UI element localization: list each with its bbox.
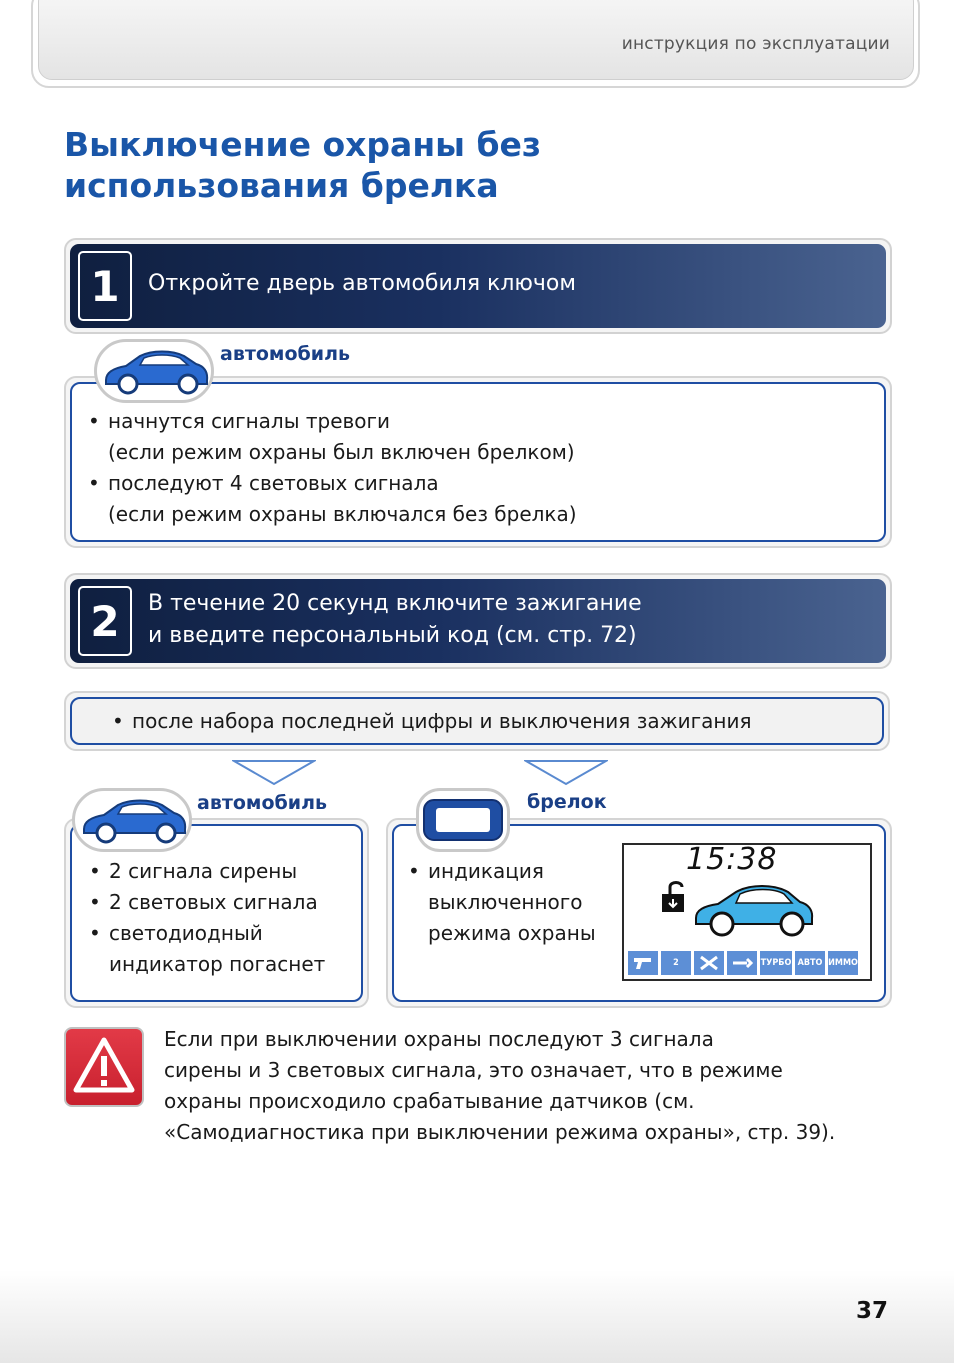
zone2-icon: 2 — [661, 951, 691, 975]
unlock-icon — [660, 878, 694, 914]
fob-box-list — [408, 856, 596, 949]
warning-text: Если при выключении охраны последуют 3 сигнала сирены и 3 световых сигнала, это означает, что в режиме охраны происходило срабатывание датчиков (см. «Самодиагностика при выключении режима охраны», стр. 39). — [164, 1027, 836, 1144]
list-item: • светодиодный индикатор погаснет — [89, 918, 325, 980]
step2-number: 2 — [78, 586, 132, 656]
condition-list — [112, 706, 751, 737]
page-title-line1: Выключение охраны без — [64, 125, 542, 164]
turbo-indicator: ТУРБО — [760, 951, 792, 975]
step1-number: 1 — [78, 251, 132, 321]
list-item: • индикация выключенного режима охраны — [408, 856, 596, 949]
car-box1-label: автомобиль — [220, 343, 351, 365]
immo-indicator: ИММО — [828, 951, 858, 975]
arrow-down-icon — [524, 760, 608, 786]
car-icon — [78, 795, 188, 847]
warning-icon — [70, 1034, 138, 1098]
page-title — [64, 124, 541, 206]
wrench-icon — [727, 951, 757, 975]
car-box2-list — [89, 856, 325, 980]
fob-box-label: брелок — [527, 791, 607, 813]
list-item: • 2 световых сигнала — [89, 887, 325, 918]
step2-text: В течение 20 секунд включите зажигание и введите персональный код (см. стр. 72) — [148, 591, 642, 648]
lcd-status-row — [628, 951, 868, 975]
car-box2-label: автомобиль — [197, 792, 328, 814]
car-box1-list — [88, 406, 577, 530]
lcd-car-icon — [692, 878, 816, 944]
list-item: • начнутся сигналы тревоги (если режим охраны был включен брелком) — [88, 406, 577, 468]
pistol-icon — [628, 951, 658, 975]
page-number: 37 — [855, 1298, 888, 1324]
header-section-label: инструкция по эксплуатации — [621, 34, 890, 54]
cross-icon — [694, 951, 724, 975]
page-title-line2: использования брелка — [64, 166, 499, 205]
step1-text: Откройте дверь автомобиля ключом — [148, 271, 576, 296]
footer-band — [0, 1270, 954, 1363]
list-item: • 2 сигнала сирены — [89, 856, 325, 887]
lcd-clock: 15:38 — [686, 842, 778, 877]
car-icon — [100, 346, 210, 398]
keyfob-icon — [422, 796, 504, 844]
arrow-down-icon — [232, 760, 316, 786]
list-item: • после набора последней цифры и выключения зажигания — [112, 706, 751, 737]
auto-indicator: АВТО — [795, 951, 825, 975]
list-item: • последуют 4 световых сигнала (если режим охраны включался без брелка) — [88, 468, 577, 530]
